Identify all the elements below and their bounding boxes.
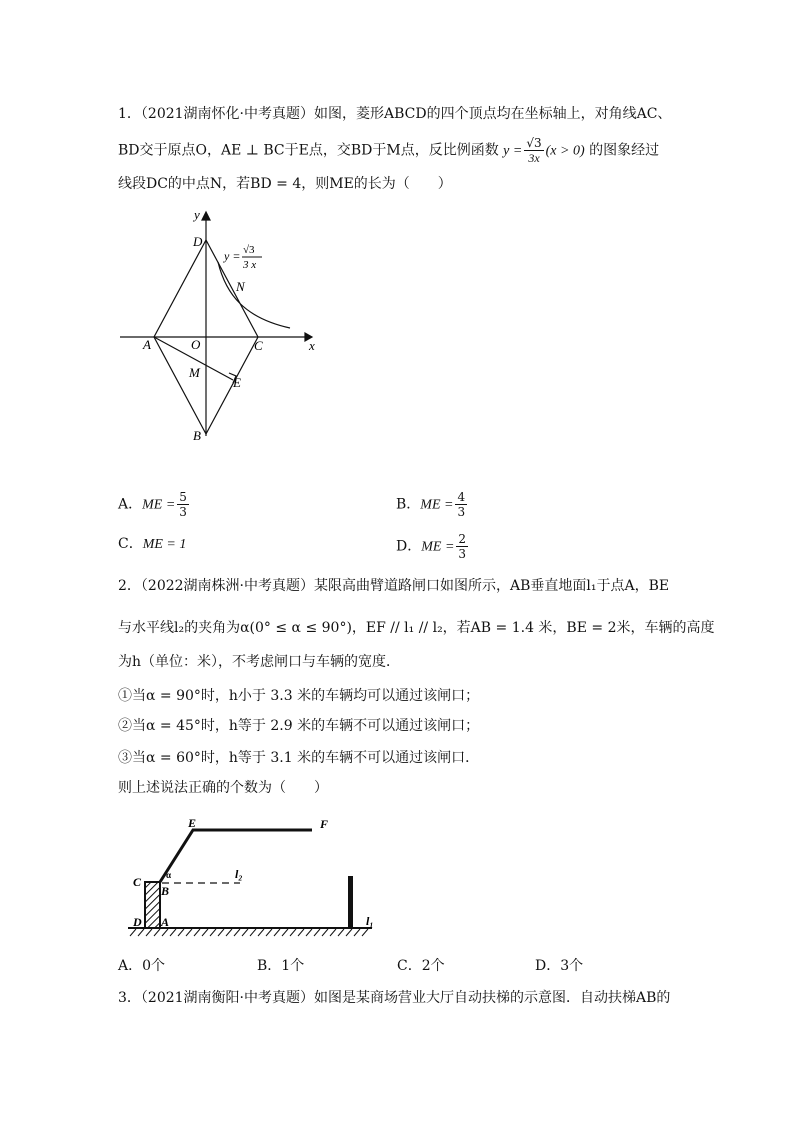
curve-label-den: 3 x: [243, 259, 257, 271]
q2-line-1: 2．（2022湖南株洲·中考真题）某限高曲臂道路闸口如图所示，AB垂直地面l₁于点A，BE: [118, 578, 670, 594]
label-m: M: [189, 365, 200, 380]
option-num: 5: [179, 490, 187, 504]
q1-option-a[interactable]: [118, 490, 191, 519]
q1-option-b[interactable]: [396, 490, 469, 519]
y-axis-arrow: [202, 212, 210, 220]
q2-line-4: 则上述说法正确的个数为（ ）: [118, 780, 328, 796]
label-n: N: [236, 279, 245, 294]
option-lhs: ME =: [421, 539, 455, 555]
label-b: B: [161, 884, 170, 898]
q2-line-2: 与水平线l₂的夹角为α(0° ≤ α ≤ 90°)，EF // l₁ // l₂，若AB = 1.4 米，BE = 2米，车辆的高度: [118, 620, 715, 636]
q1-line-2-text: BD交于原点O，AE ⊥ BC于E点，交BD于M点，反比例函数: [118, 142, 499, 159]
q1-line-2: [118, 136, 659, 165]
q1-func-den: 3x: [528, 151, 540, 165]
q2-statement-3: ③当α = 60°时，h等于 3.1 米的车辆不可以通过该闸口．: [118, 750, 480, 766]
label-c: C: [133, 875, 142, 889]
curve-label-num: √3: [243, 244, 255, 256]
label-e: E: [188, 816, 197, 830]
q2-figure: [120, 812, 390, 940]
label-e: E: [233, 375, 241, 390]
q1-figure: [110, 200, 340, 450]
q1-line-2-end: 的图象经过: [589, 142, 660, 159]
label-y: y: [194, 207, 200, 222]
option-letter: D．: [396, 538, 422, 555]
q2-option-a[interactable]: A．0个: [118, 958, 166, 974]
q1-func-cond: (x > 0): [545, 143, 585, 159]
q1-func-num: √3: [526, 136, 542, 150]
option-den: 3: [179, 505, 187, 519]
q2-option-b[interactable]: B．1个: [257, 958, 305, 974]
option-fraction: [456, 532, 468, 561]
label-f: F: [320, 817, 329, 831]
q2-option-c[interactable]: C．2个: [397, 958, 445, 974]
gate-post: [145, 882, 160, 928]
label-d: D: [193, 234, 203, 249]
label-alpha: α: [166, 870, 172, 880]
vehicle-pole: [348, 876, 353, 928]
option-letter: B．: [396, 496, 421, 513]
q1-line-3: 线段DC的中点N，若BD = 4，则ME的长为（ ）: [118, 176, 452, 192]
option-lhs: ME =: [142, 497, 176, 513]
label-o: O: [191, 337, 201, 352]
label-l1: l₁: [366, 914, 374, 928]
option-den: 3: [457, 505, 466, 519]
ground-hatching: [130, 929, 368, 936]
q3-line-1: 3．（2021湖南衡阳·中考真题）如图是某商场营业大厅自动扶梯的示意图．自动扶梯AB的: [118, 990, 671, 1006]
option-den: 3: [458, 547, 467, 561]
option-num: 4: [457, 490, 466, 504]
label-d: D: [133, 915, 142, 929]
option-lhs: ME = 1: [142, 537, 187, 552]
q2-statement-1: ①当α = 90°时，h小于 3.3 米的车辆均可以通过该闸口；: [118, 688, 480, 704]
option-num: 2: [458, 532, 467, 546]
q1-func-y: y =: [503, 143, 523, 159]
q2-statement-2: ②当α = 45°时，h等于 2.9 米的车辆不可以通过该闸口；: [118, 718, 480, 734]
option-fraction: [455, 490, 467, 519]
label-l2: l₂: [235, 867, 243, 881]
q2-line-3: 为h（单位：米），不考虑闸口与车辆的宽度．: [118, 654, 401, 670]
label-c: C: [254, 338, 263, 353]
label-a: A: [143, 337, 151, 352]
label-a: A: [161, 915, 170, 929]
label-x: x: [309, 338, 315, 353]
option-fraction: [177, 490, 189, 519]
q1-option-c[interactable]: [118, 534, 186, 555]
q2-option-d[interactable]: D．3个: [535, 958, 584, 974]
hyperbola-curve: [218, 262, 290, 328]
q1-func-fraction: [524, 136, 543, 165]
option-lhs: ME =: [420, 497, 454, 513]
label-b: B: [193, 428, 201, 443]
q1-option-d[interactable]: [396, 532, 470, 561]
q1-line-1: 1．（2021湖南怀化·中考真题）如图，菱形ABCD的四个顶点均在坐标轴上，对角线AC、: [118, 106, 672, 122]
option-letter: C．: [118, 536, 143, 552]
option-letter: A．: [118, 496, 143, 513]
curve-label-y: y =: [224, 249, 241, 263]
